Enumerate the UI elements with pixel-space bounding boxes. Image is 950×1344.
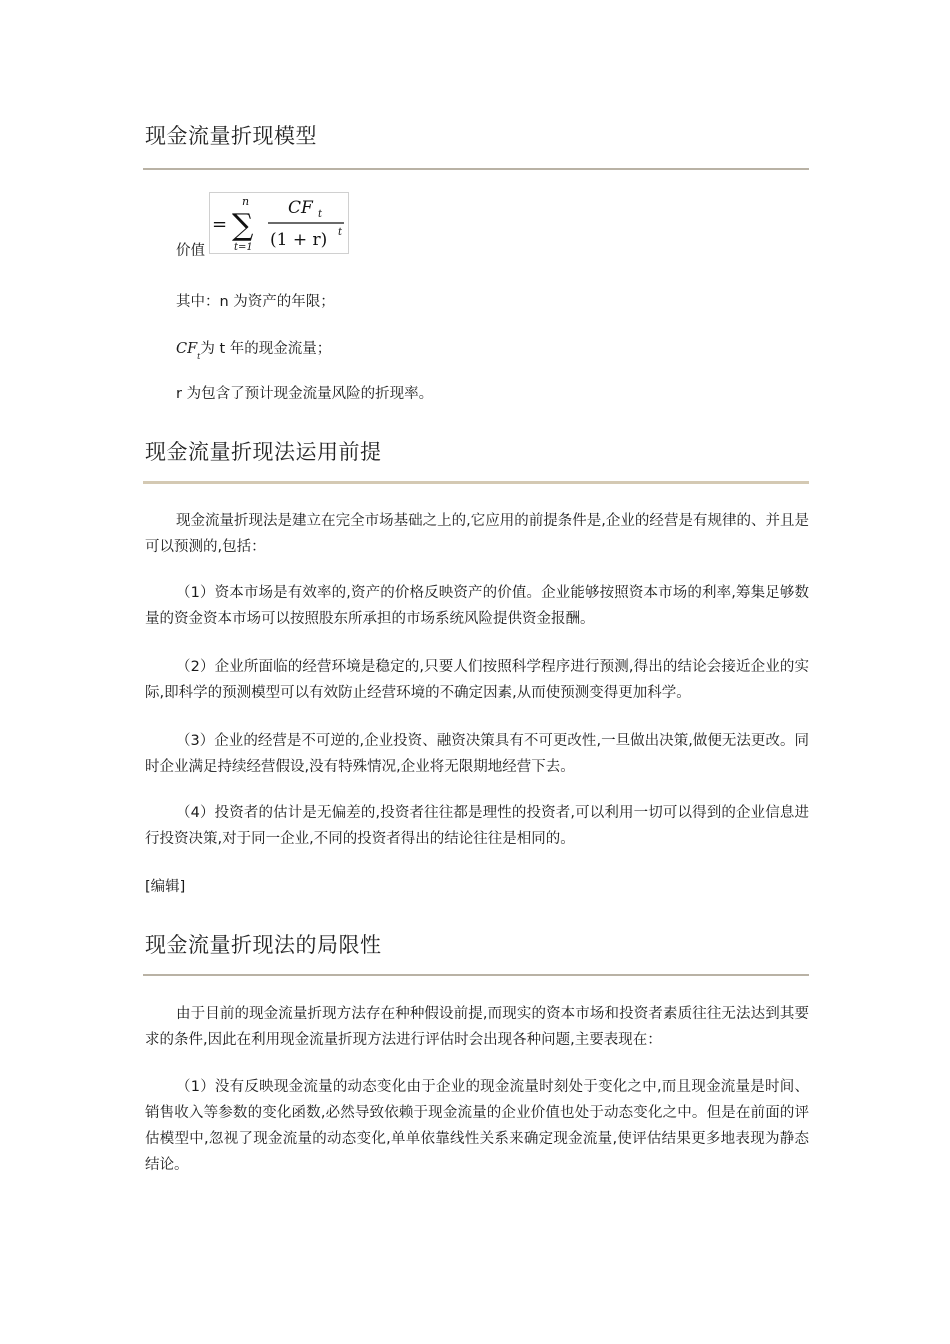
dcf-formula-graphic	[210, 193, 348, 253]
cf-subscript: t	[197, 352, 201, 361]
section-divider	[143, 974, 809, 976]
premise-item-1: （1）资本市场是有效率的,资产的价格反映资产的价值。企业能够按照资本市场的利率,筹集足够数量的资金资本市场可以按照股东所承担的市场系统风险提供资金报酬。	[145, 585, 809, 627]
cf-symbol: CF	[176, 341, 198, 357]
formula-lower-limit: t=1	[234, 242, 253, 253]
section-divider	[143, 168, 809, 170]
edit-link[interactable]: [编辑]	[145, 879, 186, 895]
premise-intro: 现金流量折现法是建立在完全市场基础之上的,它应用的前提条件是,企业的经营是有规律的、并且是可以预测的,包括：	[145, 513, 809, 555]
section-title-dcf-model: 现金流量折现模型	[145, 124, 317, 148]
formula-numerator-sub: t	[318, 209, 323, 220]
limitations-intro: 由于目前的现金流量折现方法存在种种假设前提,而现实的资本市场和投资者素质往往无法达到其要求的条件,因此在利用现金流量折现方法进行评估时会出现各种问题,主要表现在：	[145, 1006, 809, 1048]
formula-numerator: CF	[288, 198, 313, 218]
definition-cf	[176, 337, 332, 361]
value-label: 价值	[176, 243, 205, 259]
formula-upper-limit: n	[242, 195, 250, 208]
definition-n: 其中：n 为资产的年限；	[176, 294, 335, 310]
cf-definition-text: 为 t 年的现金流量；	[200, 341, 332, 357]
limitations-item-1: （1）没有反映现金流量的动态变化由于企业的现金流量时刻处于变化之中,而且现金流量是时间、销售收入等参数的变化函数,必然导致依赖于现金流量的企业价值也处于动态变化之中。但是在前面的评估模型中,忽视了现金流量的动态变化,单单依靠线性关系来确定现金流量,使评估结果更多地表现为静态结论。	[145, 1079, 809, 1173]
premise-item-4: （4）投资者的估计是无偏差的,投资者往往都是理性的投资者,可以利用一切可以得到的企业信息进行投资决策,对于同一企业,不同的投资者得出的结论往往是相同的。	[145, 805, 809, 847]
formula-sigma: ∑	[232, 208, 254, 243]
section-title-premise: 现金流量折现法运用前提	[145, 440, 382, 464]
premise-item-3: （3）企业的经营是不可逆的,企业投资、融资决策具有不可更改性,一旦做出决策,做便无法更改。同时企业满足持续经营假设,没有特殊情况,企业将无限期地经营下去。	[145, 733, 809, 775]
section-divider	[143, 481, 809, 484]
section-title-limitations: 现金流量折现法的局限性	[145, 933, 382, 957]
formula-denominator-sup: t	[338, 227, 343, 238]
definition-r: r 为包含了预计现金流量风险的折现率。	[176, 386, 434, 402]
premise-item-2: （2）企业所面临的经营环境是稳定的,只要人们按照科学程序进行预测,得出的结论会接近企业的实际,即科学的预测模型可以有效防止经营环境的不确定因素,从而使预测变得更加科学。	[145, 659, 809, 701]
dcf-formula	[209, 192, 349, 254]
formula-denominator: (1 + r)	[270, 230, 328, 250]
formula-equals: =	[212, 214, 228, 235]
